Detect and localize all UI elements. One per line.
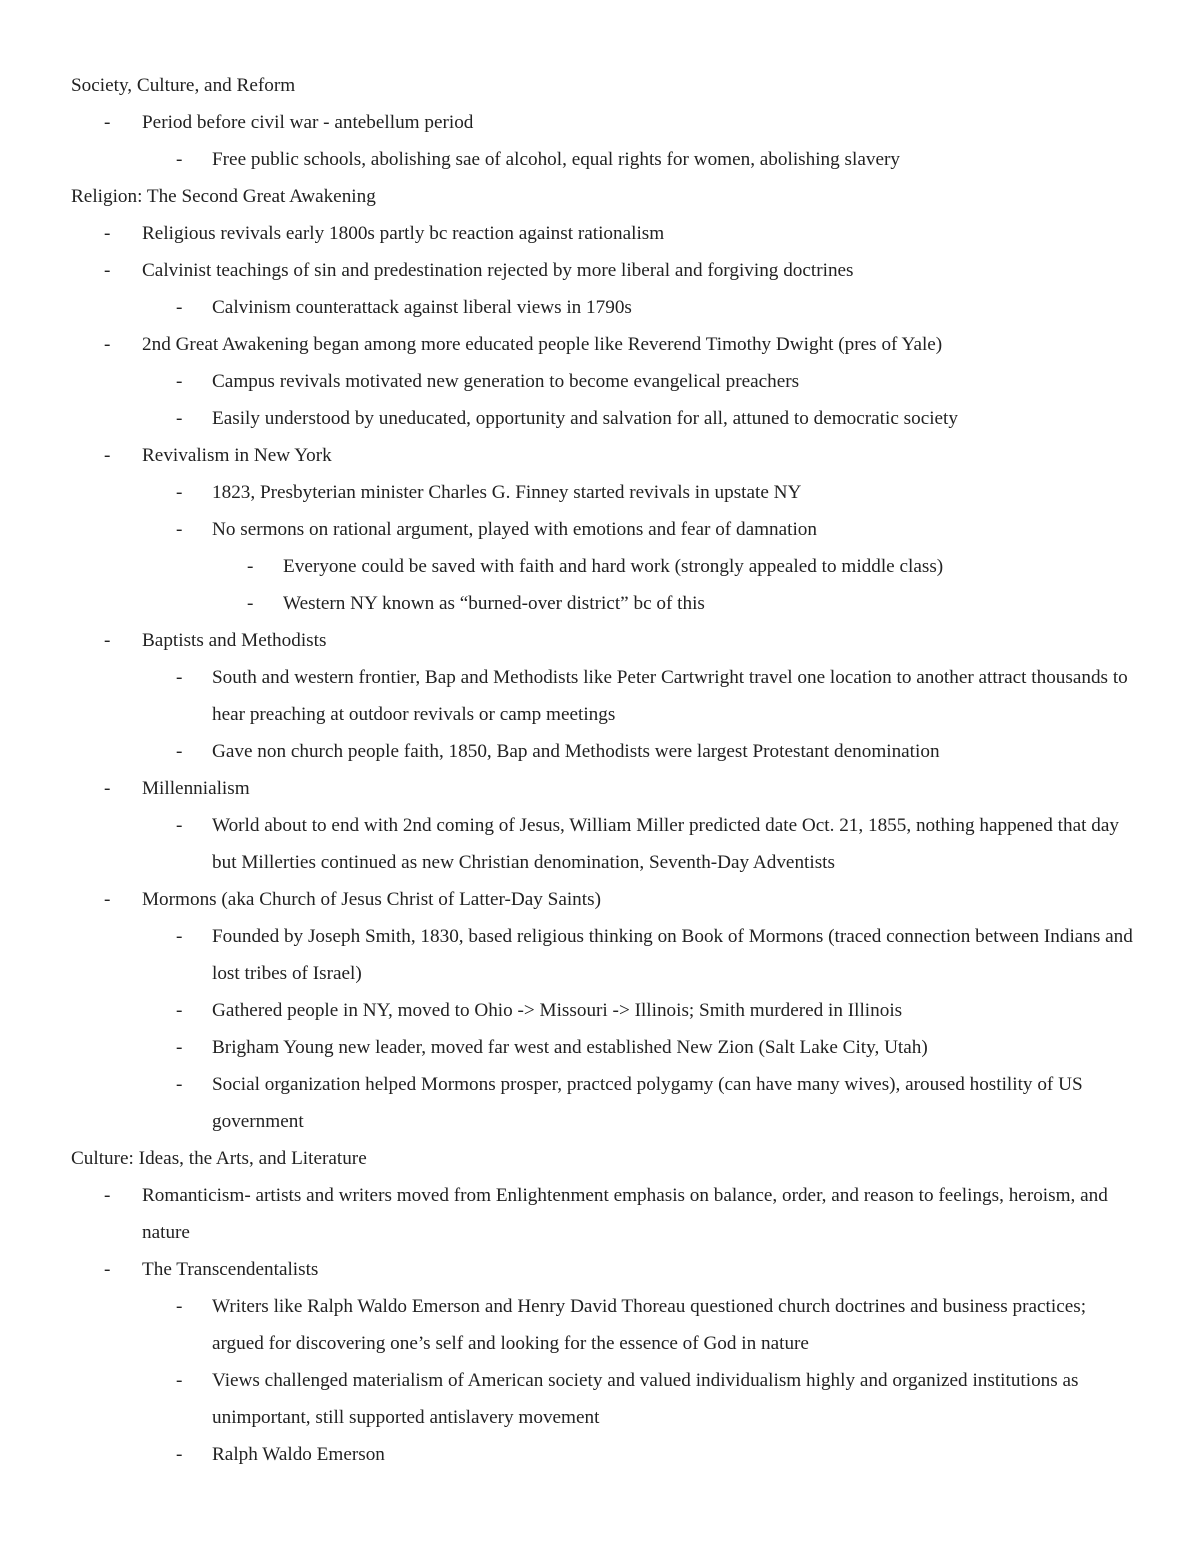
bullet-item-level-2 [0,1029,1200,1066]
bullet-item-level-2 [0,659,1200,733]
bullet-dash-icon: - [176,1037,183,1058]
bullet-dash-icon: - [176,408,183,429]
bullet-item-level-2 [0,992,1200,1029]
bullet-dash-icon: - [247,593,254,614]
bullet-item-level-2 [0,918,1200,992]
bullet-text: World about to end with 2nd coming of Jesus, William Miller predicted date Oct. 21, 1855, nothing happened that day but Millerties continued as new Christian denomination, Seventh-Day Adventists [212,815,1119,873]
bullet-dash-icon: - [176,667,183,688]
bullet-item-level-1 [0,1177,1200,1251]
bullet-text: Period before civil war - antebellum period [142,112,474,133]
section-heading: Society, Culture, and Reform [71,75,296,96]
bullet-text: Brigham Young new leader, moved far west and established New Zion (Salt Lake City, Utah) [212,1037,928,1058]
bullet-dash-icon: - [176,1000,183,1021]
bullet-text: Gathered people in NY, moved to Ohio -> Missouri -> Illinois; Smith murdered in Illinois [212,1000,903,1021]
bullet-text: The Transcendentalists [142,1259,319,1280]
bullet-item-level-1 [0,104,1200,141]
bullet-item-level-2 [0,1436,1200,1473]
bullet-text: Calvinism counterattack against liberal views in 1790s [212,297,632,318]
bullet-text: Millennialism [142,778,250,799]
bullet-item-level-1 [0,881,1200,918]
bullet-item-level-2 [0,511,1200,548]
bullet-text: Religious revivals early 1800s partly bc reaction against rationalism [142,223,665,244]
section-heading: Culture: Ideas, the Arts, and Literature [71,1148,367,1169]
bullet-dash-icon: - [176,926,183,947]
bullet-item-level-1 [0,1251,1200,1288]
bullet-dash-icon: - [247,556,254,577]
bullet-text: Social organization helped Mormons prosper, practced polygamy (can have many wives), aroused hostility of US government [212,1074,1083,1132]
bullet-dash-icon: - [176,741,183,762]
bullet-dash-icon: - [176,371,183,392]
bullet-item-level-1 [0,252,1200,289]
bullet-text: Founded by Joseph Smith, 1830, based religious thinking on Book of Mormons (traced connection between Indians and lost tribes of Israel) [212,926,1133,984]
bullet-text: Mormons (aka Church of Jesus Christ of Latter-Day Saints) [142,889,601,910]
bullet-text: Gave non church people faith, 1850, Bap and Methodists were largest Protestant denomination [212,741,940,762]
bullet-item-level-2 [0,289,1200,326]
bullet-item-level-2 [0,474,1200,511]
bullet-text: Western NY known as “burned-over district” bc of this [283,593,705,614]
bullet-text: Romanticism- artists and writers moved from Enlightenment emphasis on balance, order, and reason to feelings, heroism, and nature [142,1185,1108,1243]
bullet-item-level-2 [0,141,1200,178]
bullet-item-level-2 [0,363,1200,400]
bullet-item-level-2 [0,1066,1200,1140]
bullet-text: 2nd Great Awakening began among more educated people like Reverend Timothy Dwight (pres of Yale) [142,334,943,355]
bullet-dash-icon: - [176,519,183,540]
bullet-dash-icon: - [176,1444,183,1465]
bullet-item-level-1 [0,437,1200,474]
bullet-dash-icon: - [104,778,111,799]
bullet-dash-icon: - [104,112,111,133]
bullet-item-level-2 [0,400,1200,437]
bullet-dash-icon: - [104,445,111,466]
bullet-item-level-2 [0,1362,1200,1436]
bullet-item-level-2 [0,1288,1200,1362]
bullet-text: Views challenged materialism of American society and valued individualism highly and organized institutions as unimportant, still supported antislavery movement [212,1370,1079,1428]
bullet-text: No sermons on rational argument, played with emotions and fear of damnation [212,519,817,540]
bullet-text: Easily understood by uneducated, opportunity and salvation for all, attuned to democratic society [212,408,958,429]
bullet-text: Baptists and Methodists [142,630,327,651]
bullet-dash-icon: - [176,1296,183,1317]
bullet-item-level-1 [0,326,1200,363]
bullet-item-level-3 [0,548,1200,585]
bullet-text: Everyone could be saved with faith and hard work (strongly appealed to middle class) [283,556,944,577]
bullet-item-level-2 [0,733,1200,770]
bullet-dash-icon: - [104,223,111,244]
notes-outline [0,67,1200,1473]
bullet-item-level-1 [0,215,1200,252]
bullet-dash-icon: - [176,1074,183,1095]
bullet-item-level-1 [0,622,1200,659]
bullet-dash-icon: - [176,297,183,318]
bullet-dash-icon: - [176,482,183,503]
bullet-text: 1823, Presbyterian minister Charles G. Finney started revivals in upstate NY [212,482,802,503]
bullet-text: Ralph Waldo Emerson [212,1444,385,1465]
section-heading: Religion: The Second Great Awakening [71,186,376,207]
bullet-dash-icon: - [176,149,183,170]
bullet-item-level-3 [0,585,1200,622]
bullet-dash-icon: - [104,1185,111,1206]
bullet-text: Revivalism in New York [142,445,332,466]
bullet-dash-icon: - [104,1259,111,1280]
bullet-dash-icon: - [104,630,111,651]
bullet-text: Writers like Ralph Waldo Emerson and Henry David Thoreau questioned church doctrines and business practices; argued for discovering one’s self and looking for the essence of God in nature [212,1296,1087,1354]
bullet-item-level-2 [0,807,1200,881]
bullet-dash-icon: - [176,815,183,836]
bullet-dash-icon: - [104,334,111,355]
bullet-dash-icon: - [104,260,111,281]
bullet-text: Calvinist teachings of sin and predestination rejected by more liberal and forgiving doctrines [142,260,854,281]
bullet-dash-icon: - [104,889,111,910]
bullet-item-level-1 [0,770,1200,807]
bullet-text: South and western frontier, Bap and Methodists like Peter Cartwright travel one location to another attract thousands to hear preaching at outdoor revivals or camp meetings [212,667,1128,725]
bullet-text: Campus revivals motivated new generation to become evangelical preachers [212,371,800,392]
bullet-text: Free public schools, abolishing sae of alcohol, equal rights for women, abolishing slavery [212,149,900,170]
bullet-dash-icon: - [176,1370,183,1391]
